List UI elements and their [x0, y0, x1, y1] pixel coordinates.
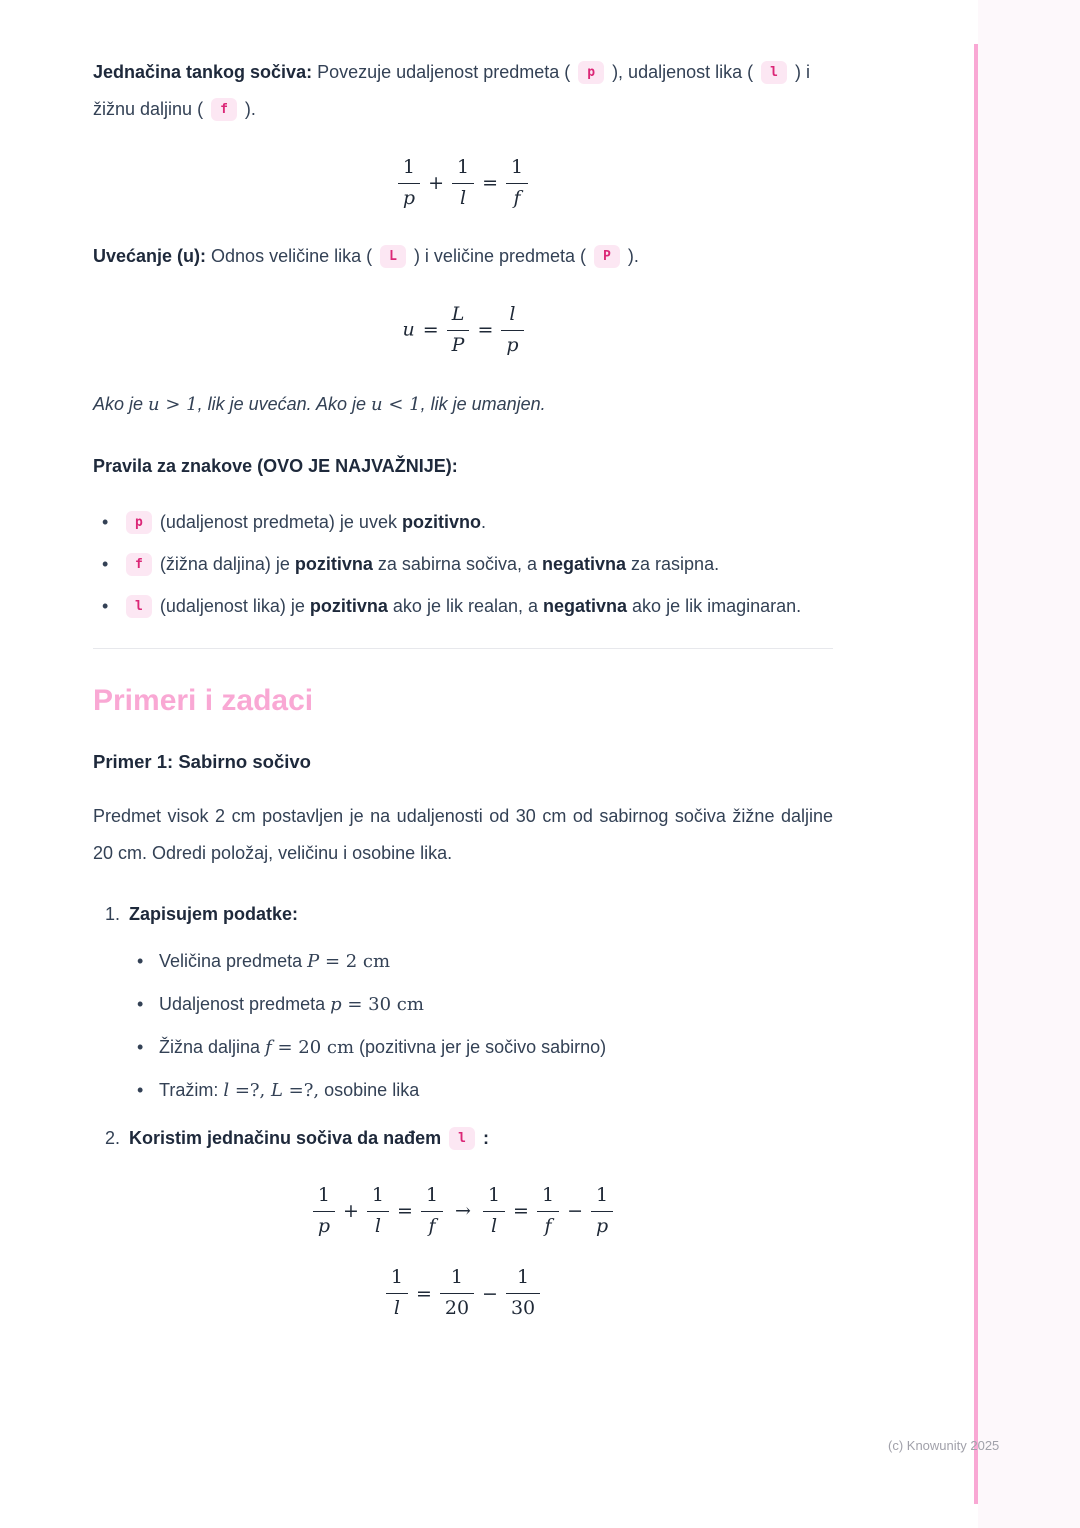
- example-1-problem-text: Predmet visok 2 cm postavljen je na udaljenosti od 30 cm od sabirnog sočiva žižne daljine 20 cm. Odredi položaj, veličinu i osobine lika.: [93, 806, 833, 864]
- math-value: =?,: [282, 1079, 320, 1101]
- fraction-numerator: 1: [421, 1184, 443, 1212]
- note-text-2: , lik je uvećan. Ako je: [197, 393, 372, 414]
- fraction-l-over-p: [501, 303, 523, 358]
- fraction-denominator: p: [506, 333, 519, 356]
- rule-text: (žižna daljina) je: [154, 553, 295, 574]
- fraction-denominator: 20: [444, 1297, 470, 1320]
- math-variable: l: [223, 1079, 230, 1101]
- fraction-1-over-l: [452, 156, 474, 211]
- rule-emphasis: negativna: [542, 553, 627, 574]
- rule-item-p: [93, 504, 833, 540]
- equals-operator: =: [477, 319, 494, 342]
- equals-operator: =: [482, 172, 498, 195]
- page-edge-accent-line: [974, 44, 978, 1504]
- sign-rules-list: [93, 504, 833, 624]
- math-variable: P: [307, 951, 320, 973]
- data-label: Udaljenost predmeta: [159, 994, 331, 1015]
- rule-text: za rasipna.: [626, 553, 720, 574]
- rule-item-l: [93, 588, 833, 624]
- fraction-numerator: 1: [440, 1266, 474, 1294]
- fraction-numerator: 1: [386, 1266, 408, 1294]
- fraction-numerator: L: [447, 303, 470, 331]
- fraction-1-over-p: [591, 1184, 613, 1239]
- variable-badge-l: l: [126, 595, 152, 618]
- fraction-numerator: 1: [537, 1184, 559, 1212]
- fraction-denominator: P: [451, 333, 465, 356]
- fraction-1-over-20: [440, 1266, 474, 1321]
- fraction-denominator: 30: [510, 1297, 536, 1320]
- equals-operator: =: [397, 1200, 413, 1223]
- page-right-margin: [978, 0, 1080, 1528]
- data-item-unknowns: [93, 1077, 833, 1105]
- rule-text: .: [480, 511, 486, 532]
- fraction-numerator: 1: [452, 156, 474, 184]
- data-item-object-size: [93, 948, 833, 976]
- fraction-denominator: p: [595, 1214, 609, 1237]
- fraction-1-over-f: [506, 156, 528, 211]
- variable-badge-p: p: [578, 61, 604, 84]
- note-text-1: Ako je: [93, 393, 149, 414]
- math-variable: L: [271, 1079, 283, 1101]
- paragraph-lens-equation: [93, 54, 833, 128]
- copyright-footer: (c) Knowunity 2025: [888, 1438, 1000, 1453]
- step-number: 1.: [105, 904, 121, 925]
- fraction-1-over-l: [386, 1266, 408, 1321]
- rule-item-f: [93, 546, 833, 582]
- equals-operator: =: [422, 319, 439, 342]
- inline-math-u-lt-1: u < 1: [371, 393, 421, 415]
- equals-operator: =: [415, 1282, 432, 1305]
- variable-badge-P: P: [594, 245, 620, 268]
- data-item-focal-length: [93, 1034, 833, 1062]
- variable-badge-L: L: [380, 245, 406, 268]
- given-data-list: [93, 948, 833, 1105]
- arrow-operator: →: [455, 1200, 471, 1223]
- fraction-denominator: l: [459, 186, 467, 209]
- minus-operator: −: [482, 1282, 498, 1305]
- magnification-note: [93, 386, 833, 424]
- data-label: Žižna daljina: [159, 1037, 266, 1058]
- fraction-numerator: 1: [313, 1184, 335, 1212]
- lens-text-3: ) i žižnu daljinu (: [93, 62, 810, 119]
- rule-emphasis: pozitivna: [294, 553, 373, 574]
- rule-emphasis: negativna: [543, 595, 628, 616]
- rule-emphasis: pozitivna: [309, 595, 388, 616]
- lens-equation-label: Jednačina tankog sočiva:: [93, 62, 313, 82]
- fraction-1-over-l: [367, 1184, 389, 1239]
- document-content: [93, 54, 833, 1349]
- math-value: = 20 cm: [271, 1037, 355, 1059]
- rule-text: ako je lik realan, a: [387, 595, 544, 616]
- fraction-denominator: f: [544, 1214, 552, 1237]
- step-title-colon: :: [477, 1127, 489, 1148]
- fraction-denominator: l: [393, 1297, 400, 1320]
- fraction-denominator: p: [402, 186, 416, 209]
- variable-badge-p: p: [126, 511, 152, 534]
- magnification-text-2: ) i veličine predmeta (: [408, 246, 592, 267]
- data-suffix: (pozitivna jer je sočivo sabirno): [354, 1037, 607, 1058]
- formula-lens-equation: [93, 156, 833, 211]
- lens-text-1: Povezuje udaljenost predmeta (: [312, 62, 576, 82]
- examples-section-heading: Primeri i zadaci: [93, 683, 314, 717]
- plus-operator: +: [428, 172, 444, 195]
- magnification-text-1: Odnos veličine lika (: [206, 246, 378, 267]
- section-divider: [93, 648, 833, 649]
- rule-text: (udaljenost predmeta) je uvek: [154, 511, 402, 532]
- step-2: [93, 1120, 833, 1156]
- fraction-numerator: 1: [398, 156, 420, 184]
- variable-badge-l: l: [761, 61, 787, 84]
- fraction-denominator: p: [317, 1214, 330, 1237]
- inline-math-u-gt-1: u > 1: [148, 393, 198, 415]
- rule-text: ako je lik imaginaran.: [627, 595, 802, 616]
- fraction-1-over-f: [421, 1184, 443, 1239]
- fraction-1-over-30: [506, 1266, 540, 1321]
- formula-derivation: [93, 1184, 833, 1239]
- data-label: Veličina predmeta: [159, 951, 308, 972]
- fraction-denominator: f: [513, 186, 521, 209]
- math-variable: p: [330, 994, 342, 1016]
- magnification-label: Uvećanje (u):: [93, 246, 207, 267]
- rule-text: (udaljenost lika) je: [154, 595, 310, 616]
- fraction-numerator: 1: [506, 156, 528, 184]
- fraction-numerator: 1: [591, 1184, 613, 1212]
- fraction-L-over-P: [447, 303, 470, 358]
- data-item-object-distance: [93, 991, 833, 1019]
- lens-text-2: ), udaljenost lika (: [607, 62, 759, 82]
- step-1: [93, 896, 833, 932]
- rule-text: za sabirna sočiva, a: [372, 553, 542, 574]
- note-text-3: , lik je umanjen.: [420, 393, 546, 414]
- lens-text-4: ).: [239, 98, 256, 119]
- fraction-1-over-p: [313, 1184, 335, 1239]
- formula-magnification: [93, 303, 833, 358]
- step-title: Zapisujem podatke:: [129, 904, 299, 925]
- equals-operator: =: [513, 1200, 529, 1223]
- math-variable: f: [265, 1037, 272, 1059]
- fraction-denominator: l: [490, 1214, 498, 1237]
- fraction-1-over-f: [537, 1184, 559, 1239]
- variable-badge-f: f: [211, 98, 237, 121]
- fraction-1-over-l: [483, 1184, 505, 1239]
- plus-operator: +: [343, 1200, 359, 1223]
- formula-substitution: [93, 1266, 833, 1321]
- variable-u: u: [402, 318, 415, 341]
- math-value: =?,: [229, 1079, 271, 1101]
- sign-rules-title: Pravila za znakove (OVO JE NAJVAŽNIJE):: [93, 455, 458, 476]
- magnification-text-3: ).: [622, 246, 639, 267]
- math-value: = 2 cm: [319, 951, 391, 973]
- step-title: Koristim jednačinu sočiva da nađem: [129, 1127, 447, 1148]
- example-1-title: Primer 1: Sabirno sočivo: [93, 750, 311, 772]
- fraction-numerator: 1: [483, 1184, 505, 1212]
- data-label: Tražim:: [159, 1079, 224, 1100]
- variable-badge-f: f: [126, 553, 152, 576]
- minus-operator: −: [567, 1200, 583, 1223]
- data-suffix: osobine lika: [319, 1079, 420, 1100]
- fraction-numerator: l: [501, 303, 523, 331]
- fraction-denominator: f: [428, 1214, 436, 1237]
- math-value: = 30 cm: [341, 994, 424, 1016]
- fraction-numerator: 1: [506, 1266, 540, 1294]
- fraction-denominator: l: [374, 1214, 381, 1237]
- paragraph-magnification: [93, 238, 833, 275]
- fraction-1-over-p: [398, 156, 420, 211]
- rule-emphasis: pozitivno: [401, 511, 481, 532]
- step-number: 2.: [105, 1127, 121, 1148]
- fraction-numerator: 1: [367, 1184, 389, 1212]
- variable-badge-l: l: [449, 1127, 475, 1150]
